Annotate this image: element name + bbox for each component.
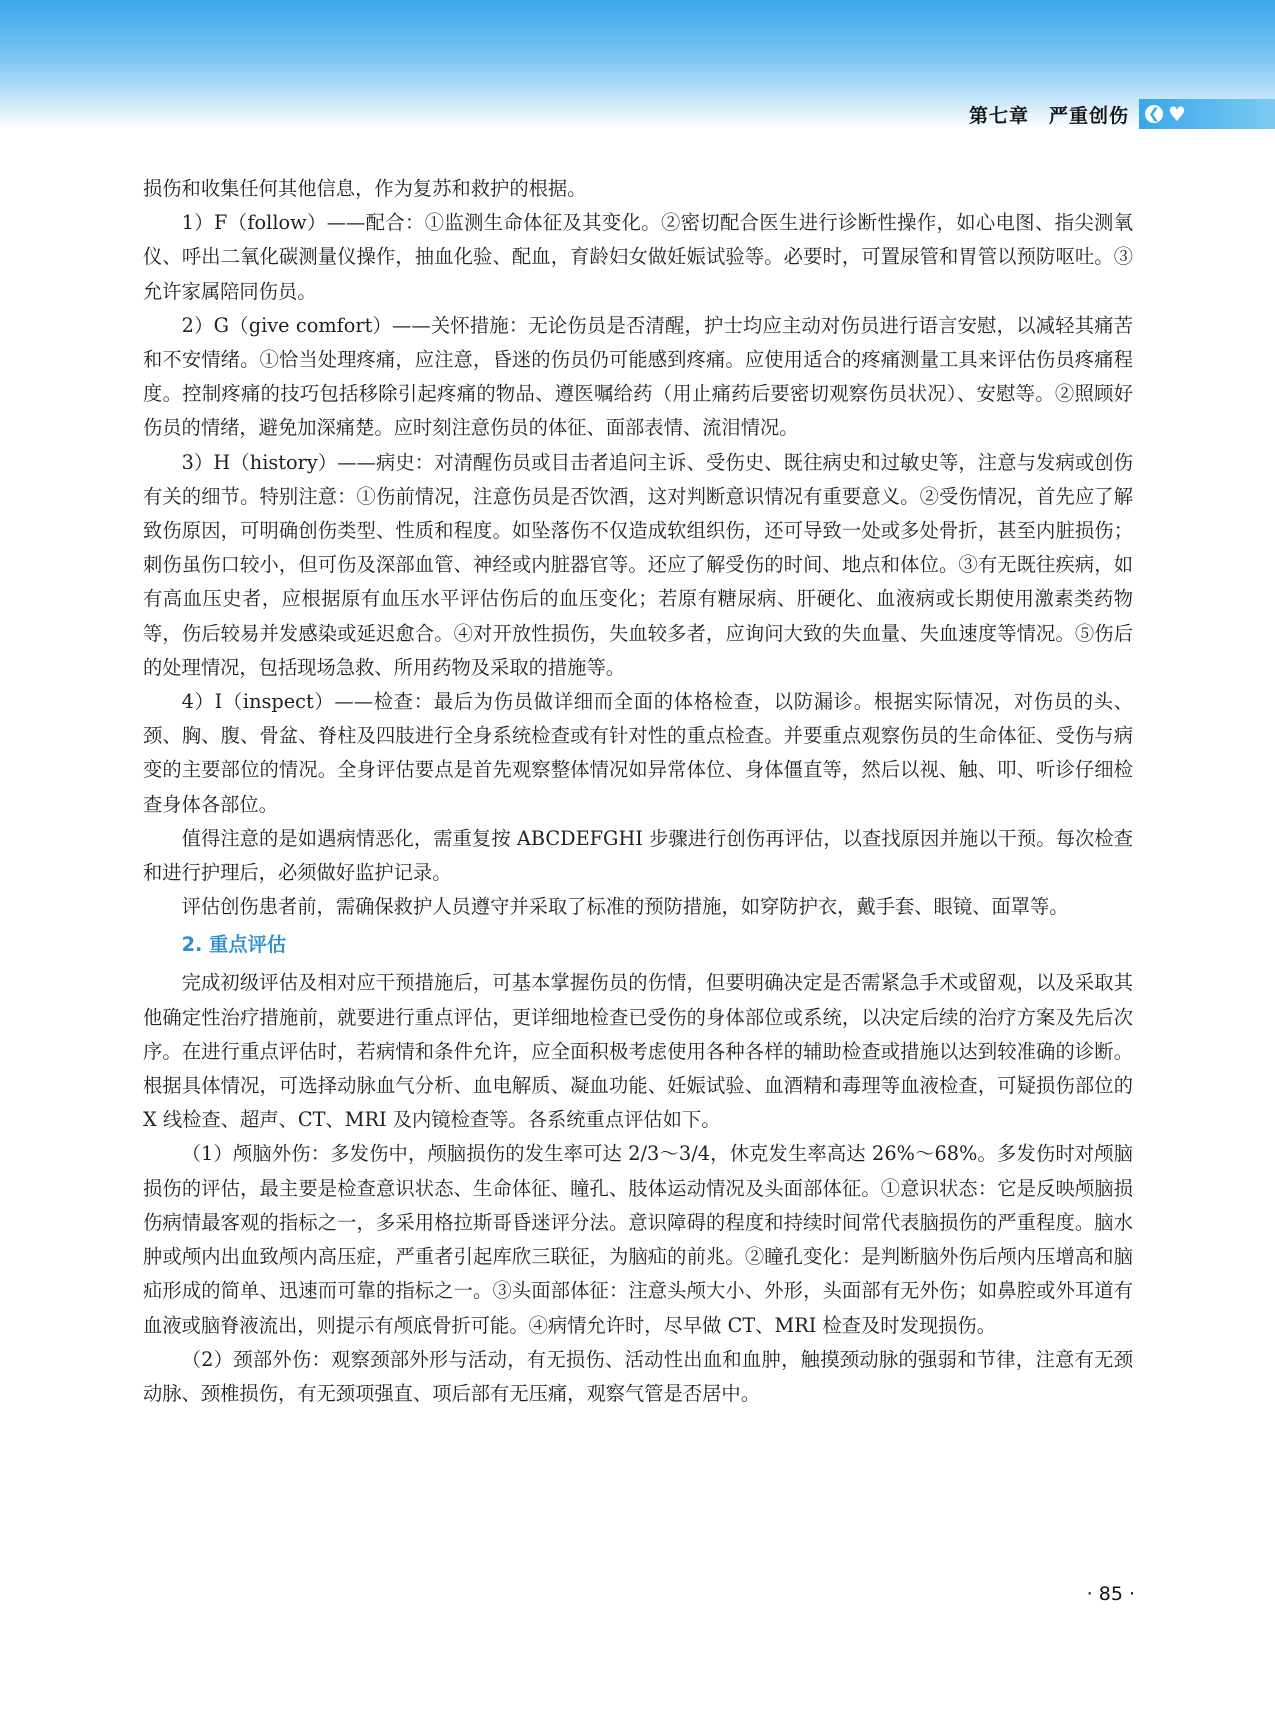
heart-icon: ♥	[1168, 102, 1186, 126]
paragraph-neck-injury: （2）颈部外伤：观察颈部外形与活动，有无损伤、活动性出血和血肿，触摸颈动脉的强弱和节律，注意有无颈动脉、颈椎损伤，有无颈项强直、项后部有无压痛，观察气管是否居中。	[143, 1347, 1133, 1405]
paragraph-give-comfort: 2）G（give comfort）——关怀措施：无论伤员是否清醒，护士均应主动对伤员进行语言安慰，以减轻其痛苦和不安情绪。①恰当处理疼痛，应注意，昏迷的伤员仍可能感到疼痛。应使用适合的疼痛测量工具来评估伤员疼痛程度。控制疼痛的技巧包括移除引起疼痛的物品、遵医嘱给药（用止痛药后要密切观察伤员状况）、安慰等。②照顾好伤员的情绪，避免加深痛楚。应时刻注意伤员的体征、面部表情、流泪情况。	[143, 313, 1133, 440]
paragraph-reassessment: 值得注意的是如遇病情恶化，需重复按 ABCDEFGHI 步骤进行创伤再评估，以查找原因并施以干预。每次检查和进行护理后，必须做好监护记录。	[143, 826, 1133, 885]
paragraph-inspect: 4）I（inspect）——检查：最后为伤员做详细而全面的体格检查，以防漏诊。根据实际情况，对伤员的头、颈、胸、腹、骨盆、脊柱及四肢进行全身系统检查或有针对性的重点检查。并要重点观察伤员的生命体征、受伤与病变的主要部位的情况。全身评估要点是首先观察整体情况如异常体位、身体僵直等，然后以视、触、叩、听诊仔细检查身体各部位。	[143, 690, 1133, 816]
paragraph-focused-assessment: 完成初级评估及相对应干预措施后，可基本掌握伤员的伤情，但要明确决定是否需紧急手术或留观，以及采取其他确定性治疗措施前，就要进行重点评估，更详细地检查已受伤的身体部位或系统，以决定后续的治疗方案及先后次序。在进行重点评估时，若病情和条件允许，应全面积极考虑使用各种各样的辅助检查或措施以达到较准确的诊断。根据具体情况，可选择动脉血气分析、血电解质、凝血功能、妊娠试验、血酒精和毒理等血液检查，可疑损伤部位的 X 线检查、超声、CT、MRI 及内镜检查等。各系统重点评估如下。	[143, 971, 1133, 1132]
paragraph-follow: 1）F（follow）——配合：①监测生命体征及其变化。②密切配合医生进行诊断性操作，如心电图、指尖测氧仪、呼出二氧化碳测量仪操作，抽血化验、配血，育龄妇女做妊娠试验等。必要时，可置尿管和胃管以预防呕吐。③允许家属陪同伤员。	[143, 211, 1133, 303]
paragraph-history: 3）H（history）——病史：对清醒伤员或目击者追问主诉、受伤史、既往病史和过敏史等，注意与发病或创伤有关的细节。特别注意：①伤前情况，注意伤员是否饮酒，这对判断意识情况有重要意义。②受伤情况，首先应了解致伤原因，可明确创伤类型、性质和程度。如坠落伤不仅造成软组织伤，还可导致一处或多处骨折，甚至内脏损伤；刺伤虽伤口较小，但可伤及深部血管、神经或内脏器官等。还应了解受伤的时间、地点和体位。③有无既往疾病，如有高血压史者，应根据原有血压水平评估伤后的血压变化；若原有糖尿病、肝硬化、血液病或长期使用激素类药物等，伤后较易并发感染或延迟愈合。④对开放性损伤，失血较多者，应询问大致的失血量、失血速度等情况。⑤伤后的处理情况，包括现场急救、所用药物及采取的措施等。	[143, 450, 1133, 679]
paragraph-continuation: 损伤和收集任何其他信息，作为复苏和救护的根据。	[143, 177, 587, 200]
chapter-decoration	[1139, 99, 1275, 129]
chapter-header	[875, 99, 1275, 129]
paragraph-head-injury: （1）颅脑外伤：多发伤中，颅脑损伤的发生率可达 2/3～3/4，休克发生率高达 26%～68%。多发伤时对颅脑损伤的评估，最主要是检查意识状态、生命体征、瞳孔、肢体运动情况及头面部体征。①意识状态：它是反映颅脑损伤病情最客观的指标之一，多采用格拉斯哥昏迷评分法。意识障碍的程度和持续时间常代表脑损伤的严重程度。脑水肿或颅内出血致颅内高压症，严重者引起库欣三联征，为脑疝的前兆。②瞳孔变化：是判断脑外伤后颅内压增高和脑疝形成的简单、迅速而可靠的指标之一。③头面部体征：注意头颅大小、外形，头面部有无外伤；如鼻腔或外耳道有血液或脑脊液流出，则提示有颅底骨折可能。④病情允许时，尽早做 CT、MRI 检查及时发现损伤。	[143, 1142, 1133, 1337]
arrow-left-icon: ❮	[1145, 105, 1163, 123]
paragraph-precautions: 评估创伤患者前，需确保救护人员遵守并采取了标准的预防措施，如穿防护衣，戴手套、眼镜、面罩等。	[181, 895, 1069, 919]
chapter-title: 第七章 严重创伤	[968, 104, 1129, 127]
section-heading: 2. 重点评估	[181, 933, 287, 957]
page-number: · 85 ·	[1086, 1583, 1135, 1605]
page-body	[143, 172, 1133, 1411]
